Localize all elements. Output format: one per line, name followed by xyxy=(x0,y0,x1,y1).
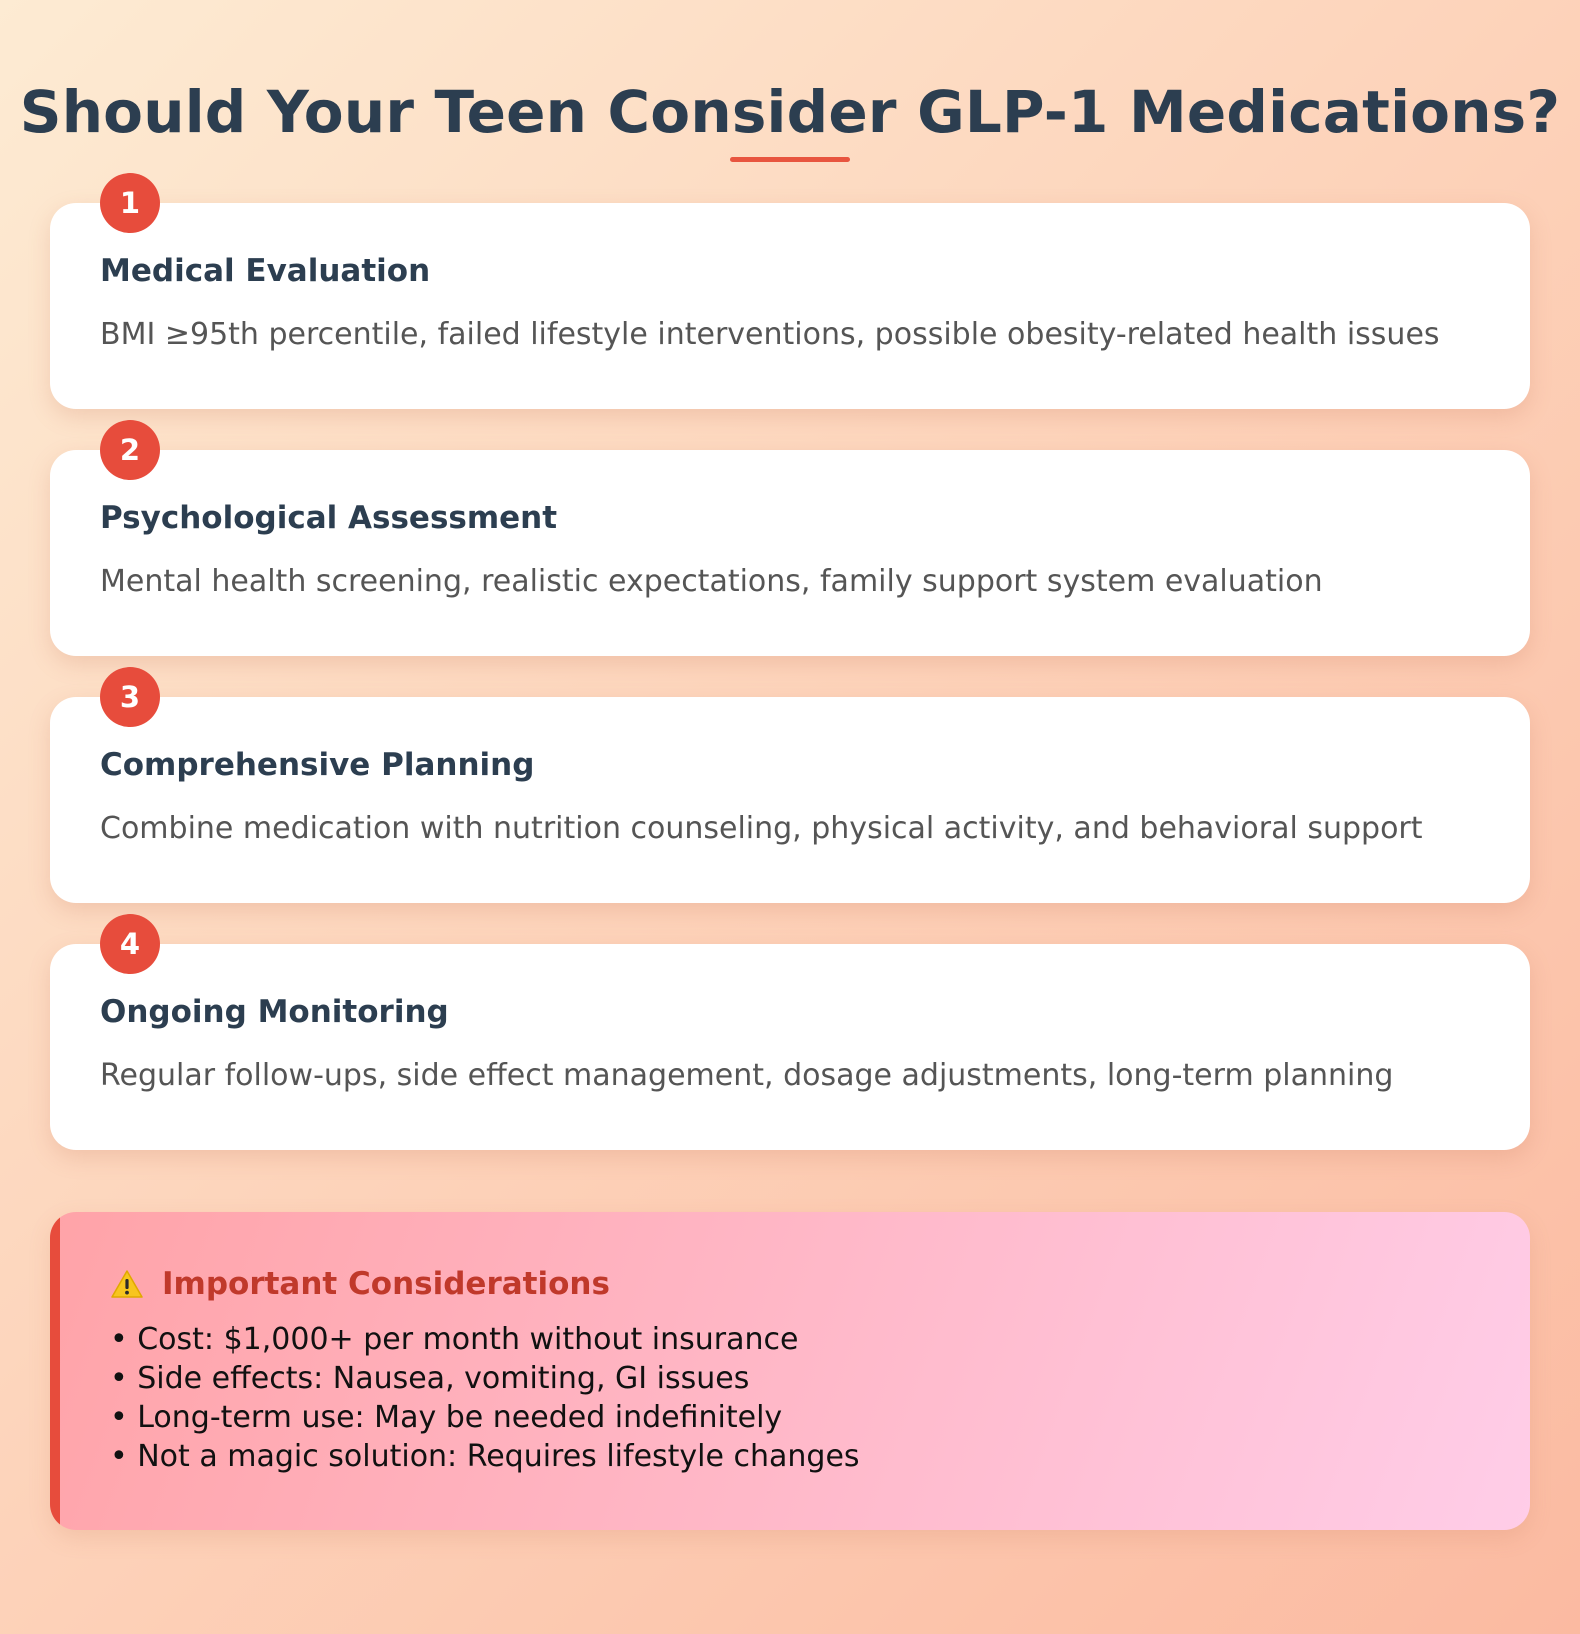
step-card-medical-evaluation xyxy=(50,186,1530,409)
considerations-list xyxy=(110,1320,860,1476)
considerations-title: Important Considerations xyxy=(162,1266,610,1302)
step-number-badge: 1 xyxy=(100,173,160,233)
step-card-psychological-assessment xyxy=(50,433,1530,656)
step-title: Psychological Assessment xyxy=(100,500,558,536)
list-item: • Not a magic solution: Requires lifestyle changes xyxy=(110,1439,860,1474)
list-item: • Side effects: Nausea, vomiting, GI issues xyxy=(110,1361,750,1396)
step-card-ongoing-monitoring xyxy=(50,927,1530,1150)
important-considerations-box xyxy=(50,1212,1530,1530)
warning-icon xyxy=(110,1269,144,1299)
step-title: Medical Evaluation xyxy=(100,253,431,289)
step-description: Mental health screening, realistic expectations, family support system evaluation xyxy=(100,564,1323,599)
step-title: Comprehensive Planning xyxy=(100,747,535,783)
list-item: • Cost: $1,000+ per month without insurance xyxy=(110,1322,799,1357)
considerations-header xyxy=(110,1262,610,1306)
list-item: • Long-term use: May be needed indefinitely xyxy=(110,1400,783,1435)
step-description: Combine medication with nutrition counseling, physical activity, and behavioral support xyxy=(100,811,1423,846)
title-underline xyxy=(730,157,850,162)
step-description: Regular follow-ups, side effect management, dosage adjustments, long-term planning xyxy=(100,1058,1394,1093)
step-card-comprehensive-planning xyxy=(50,680,1530,903)
step-number-badge: 3 xyxy=(100,667,160,727)
considerations-accent-bar xyxy=(50,1212,60,1530)
step-number-badge: 4 xyxy=(100,914,160,974)
step-description: BMI ≥95th percentile, failed lifestyle interventions, possible obesity-related health issues xyxy=(100,317,1440,352)
step-title: Ongoing Monitoring xyxy=(100,994,449,1030)
page-title: Should Your Teen Consider GLP-1 Medications? xyxy=(19,78,1561,146)
step-number-badge: 2 xyxy=(100,420,160,480)
